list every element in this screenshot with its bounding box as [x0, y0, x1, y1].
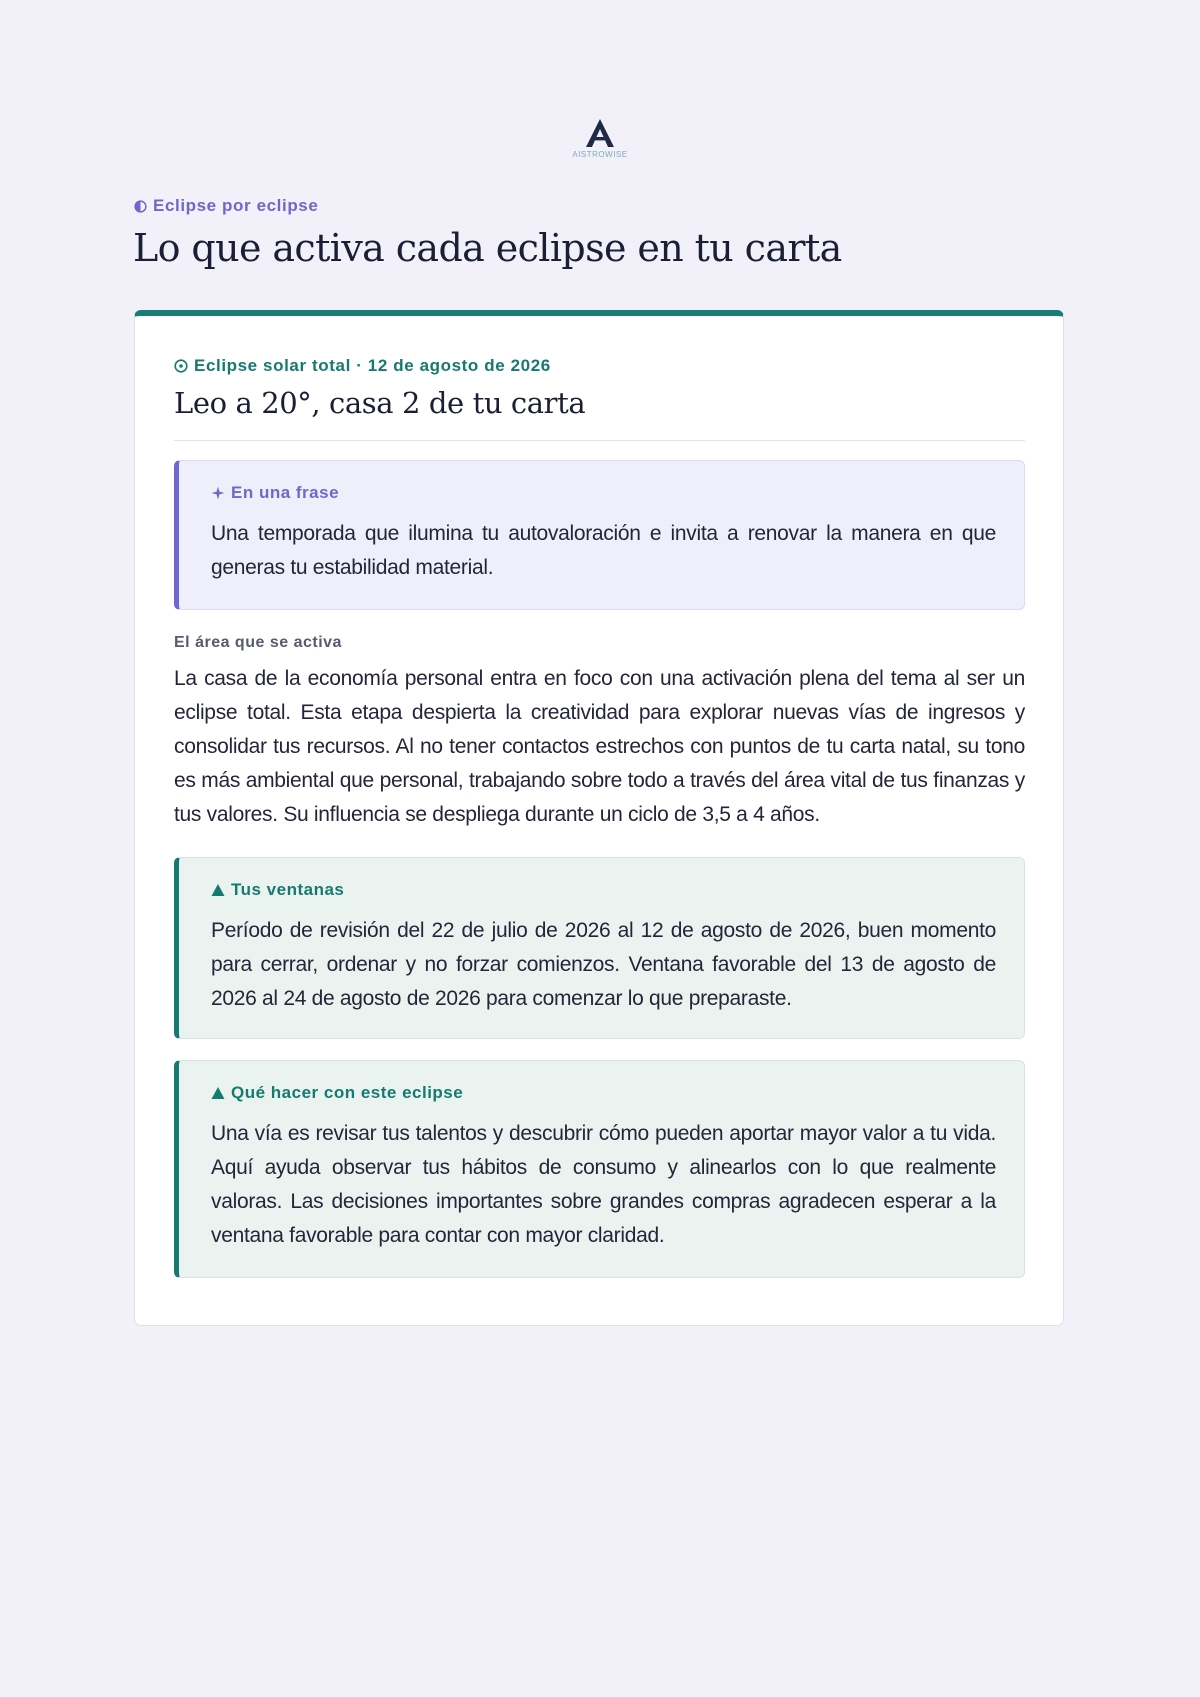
action-label-text: Qué hacer con este eclipse	[231, 1083, 464, 1102]
windows-label	[211, 880, 996, 900]
eclipse-tag	[174, 356, 551, 376]
area-label: El área que se activa	[174, 634, 342, 651]
phrase-label	[211, 483, 996, 503]
logo-a-icon	[583, 118, 617, 148]
section-eyebrow	[134, 196, 318, 216]
card-divider	[174, 440, 1025, 441]
triangle-up-icon	[211, 1086, 225, 1100]
eyebrow-label: Eclipse por eclipse	[153, 196, 319, 215]
phrase-callout	[174, 460, 1025, 610]
eclipse-tag-label: Eclipse solar total · 12 de agosto de 2026	[194, 356, 551, 375]
action-callout	[174, 1060, 1025, 1278]
windows-callout	[174, 857, 1025, 1039]
triangle-up-icon	[211, 883, 225, 897]
brand-logo	[0, 118, 1200, 159]
phrase-text: Una temporada que ilumina tu autovaloración e invita a renovar la manera en que generas tu estabilidad material.	[211, 522, 996, 579]
phrase-label-text: En una frase	[231, 483, 340, 502]
action-label	[211, 1083, 996, 1103]
windows-label-text: Tus ventanas	[231, 880, 345, 899]
half-moon-icon	[134, 200, 147, 213]
card-title: Leo a 20°, casa 2 de tu carta	[174, 386, 586, 420]
sun-icon	[174, 359, 188, 373]
action-text: Una vía es revisar tus talentos y descubrir cómo pueden aportar mayor valor a tu vida. Aquí ayuda observar tus hábitos de consumo y alinearlos con lo que realmente valoras. Las decisiones importantes sobre grandes compras agradecen esperar a la ventana favorable para contar con mayor claridad.	[211, 1122, 996, 1247]
area-text: La casa de la economía personal entra en foco con una activación plena del tema al ser un eclipse total. Esta etapa despierta la creatividad para explorar nuevas vías de ingresos y consolidar tus recursos. Al no tener contactos estrechos con puntos de tu carta natal, su tono es más ambiental que personal, trabajando sobre todo a través del área vital de tus finanzas y tus valores. Su influencia se despliega durante un ciclo de 3,5 a 4 años.	[174, 667, 1025, 826]
eclipse-card	[134, 310, 1064, 1326]
sparkle-icon	[211, 486, 225, 500]
windows-text: Período de revisión del 22 de julio de 2026 al 12 de agosto de 2026, buen momento para cerrar, ordenar y no forzar comienzos. Ventana favorable del 13 de agosto de 2026 al 24 de agosto de 2026 para comenzar lo que preparaste.	[211, 919, 996, 1010]
page-title: Lo que activa cada eclipse en tu carta	[133, 226, 842, 270]
logo-wordmark: AISTROWISE	[572, 150, 628, 159]
